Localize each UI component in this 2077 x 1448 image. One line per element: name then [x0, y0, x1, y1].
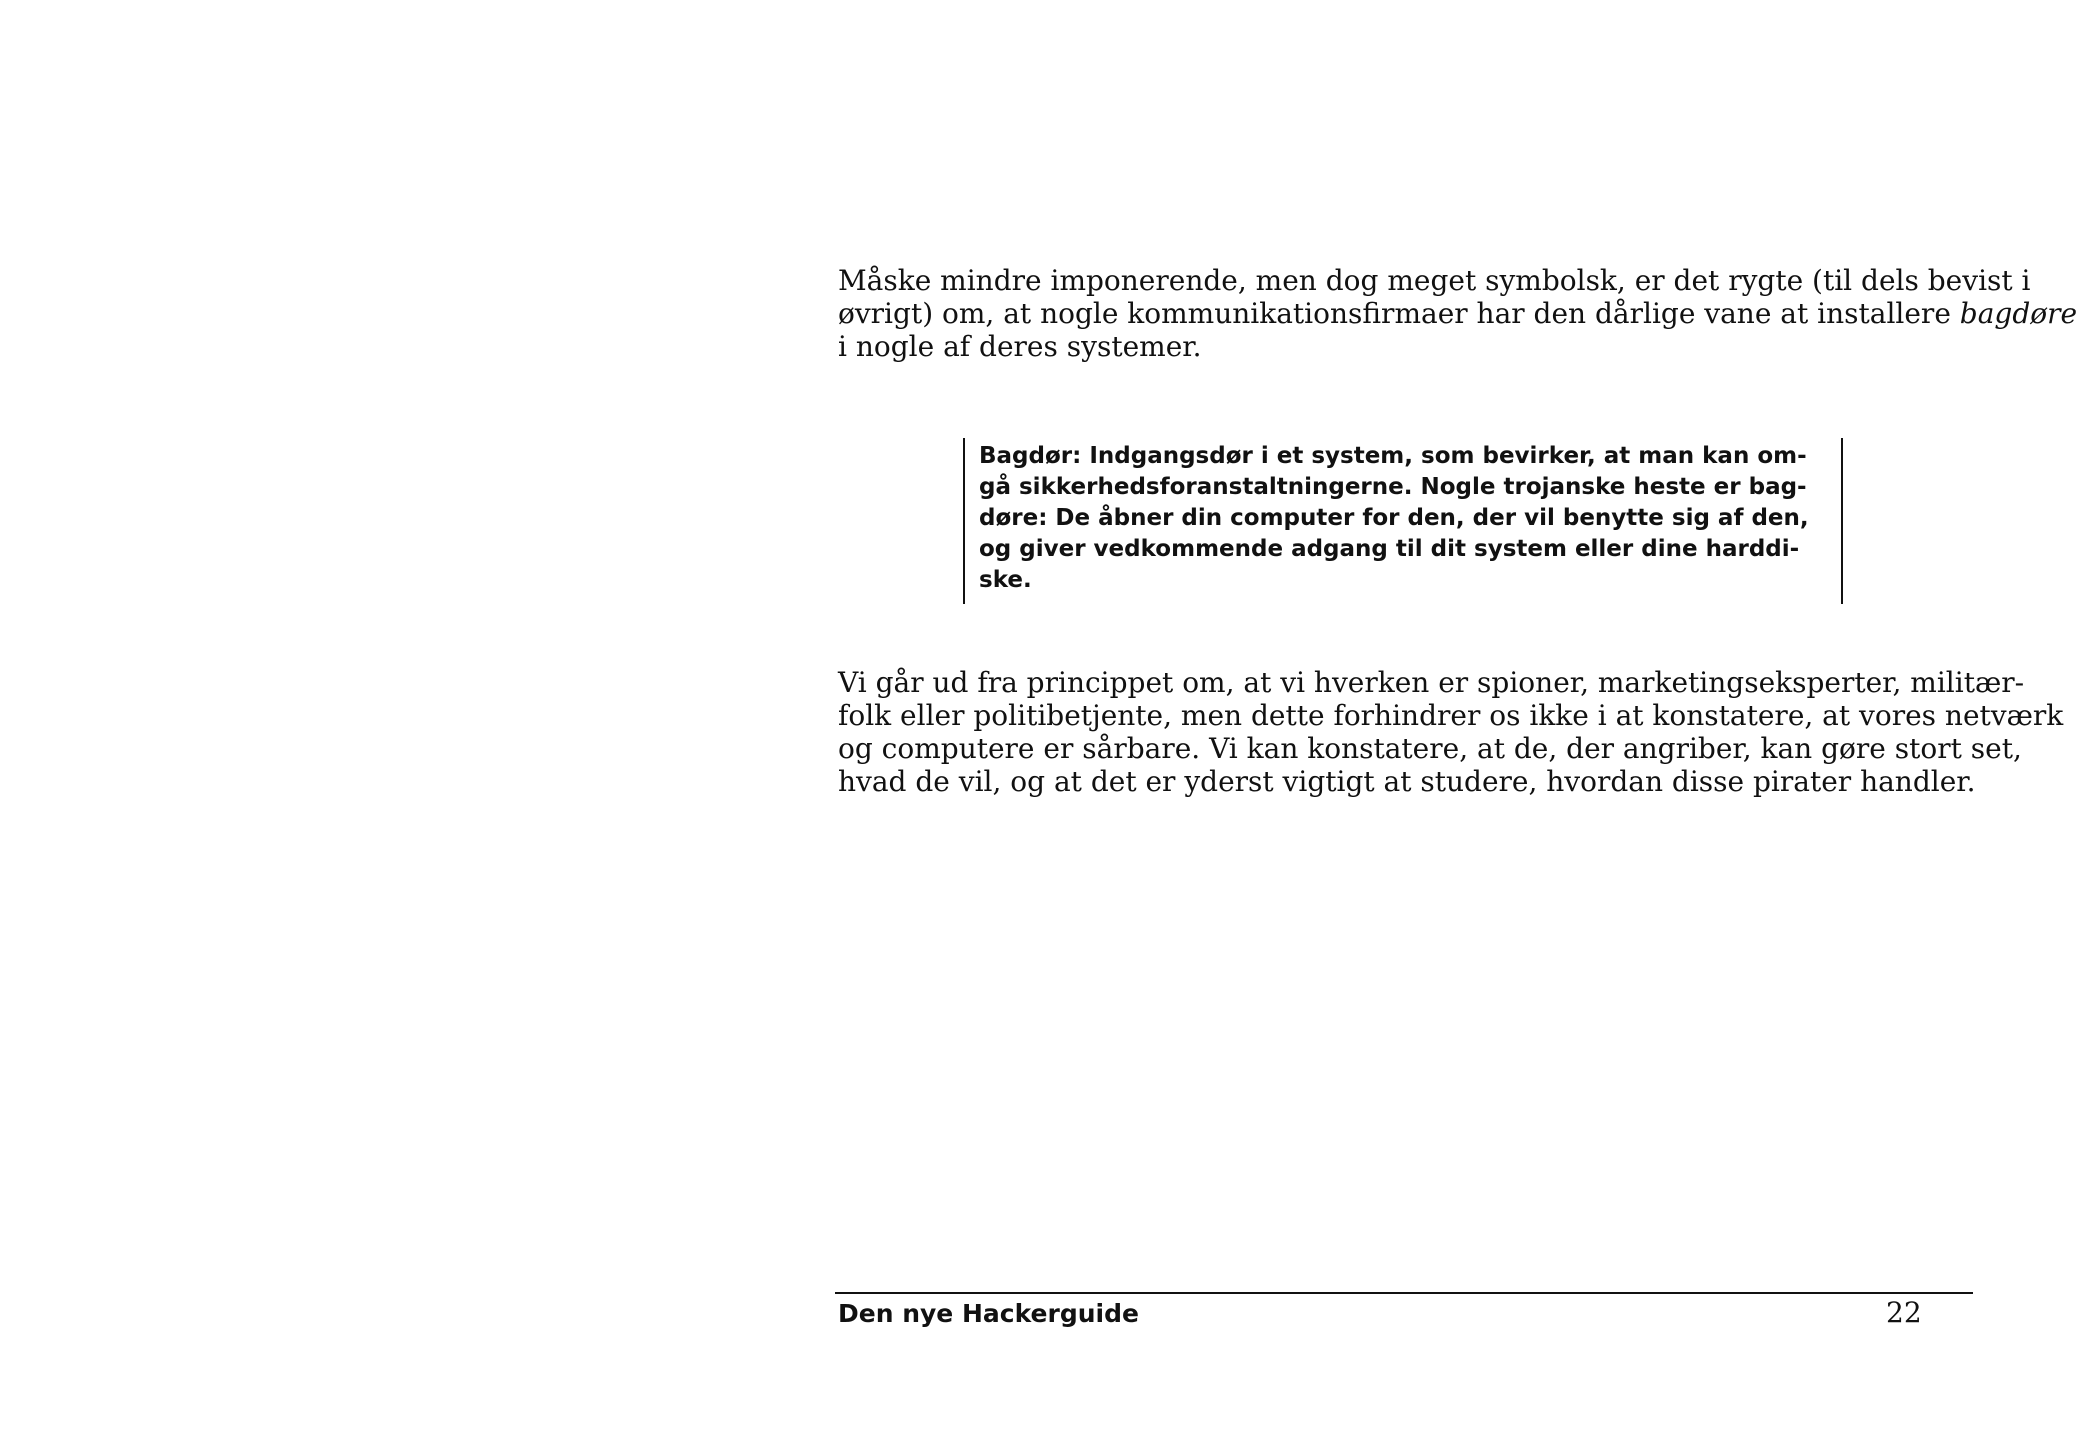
- paragraph-line: Vi går ud fra princippet om, at vi hverken er spioner, marketingseksperter, militær-: [838, 666, 2025, 699]
- footer-divider: [835, 1292, 1973, 1294]
- definition-box-bagdoer: [963, 438, 1843, 604]
- paragraph-line: og computere er sårbare. Vi kan konstatere, at de, der angriber, kan gøre stort set,: [838, 732, 2022, 765]
- paragraph-principle: [838, 666, 2064, 798]
- page-number: 22: [1886, 1296, 1922, 1329]
- paragraph-line: folk eller politibetjente, men dette forhindrer os ikke i at konstatere, at vores netværk: [838, 699, 2064, 732]
- paragraph-backdoor-rumor: [838, 264, 2077, 363]
- definition-line: døre: De åbner din computer for den, der vil benytte sig af den,: [979, 505, 1809, 531]
- footer-book-title: Den nye Hackerguide: [838, 1299, 1139, 1328]
- definition-line: gå sikkerhedsforanstaltningerne. Nogle trojanske heste er bag-: [979, 474, 1807, 500]
- emphasized-term: bagdøre: [1959, 297, 2077, 330]
- paragraph-line: Måske mindre imponerende, men dog meget symbolsk, er det rygte (til dels bevist i: [838, 264, 2031, 297]
- definition-line: Bagdør: Indgangsdør i et system, som bevirker, at man kan om-: [979, 443, 1807, 469]
- paragraph-line-text: øvrigt) om, at nogle kommunikationsfirmaer har den dårlige vane at installere: [838, 297, 1960, 330]
- paragraph-line: i nogle af deres systemer.: [838, 330, 1202, 363]
- paragraph-line: hvad de vil, og at det er yderst vigtigt at studere, hvordan disse pirater handler.: [838, 765, 1976, 798]
- paragraph-line: [838, 297, 2077, 330]
- definition-line: ske.: [979, 567, 1032, 593]
- definition-line: og giver vedkommende adgang til dit system eller dine harddi-: [979, 536, 1800, 562]
